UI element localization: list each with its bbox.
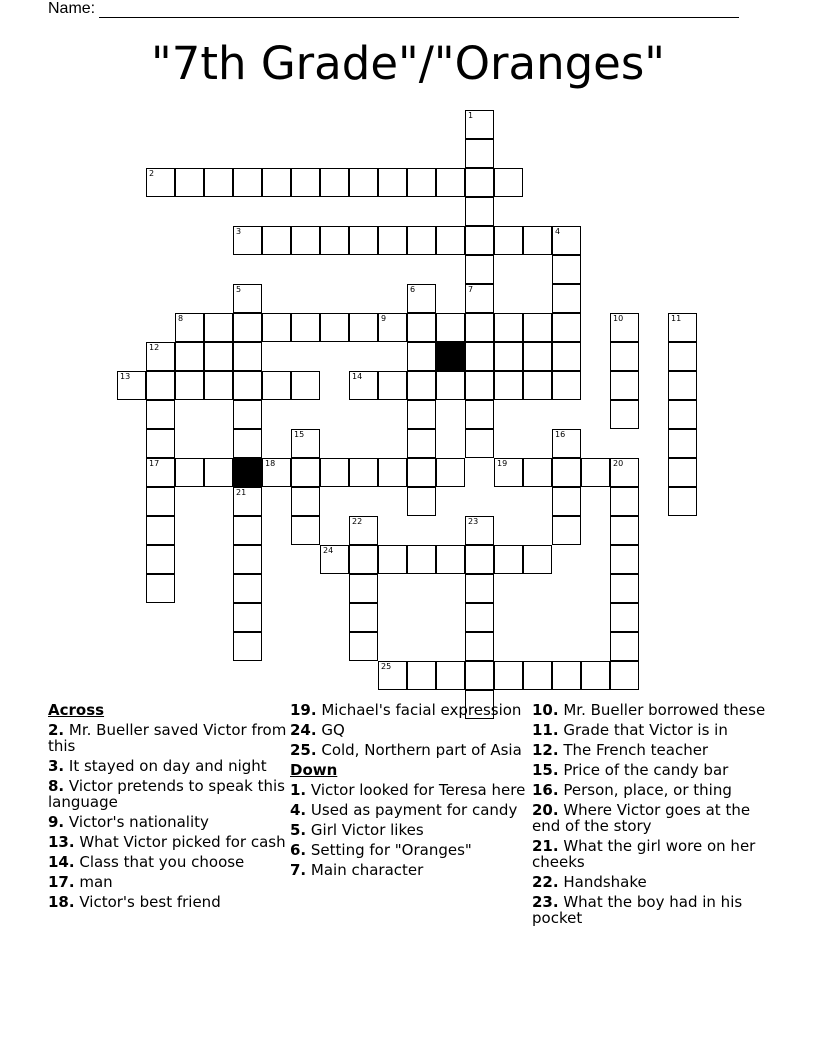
- clue-number: 22.: [532, 873, 559, 891]
- grid-cell[interactable]: [465, 545, 494, 574]
- grid-cell[interactable]: [465, 400, 494, 429]
- clue-number: 7: [468, 285, 474, 294]
- grid-cell[interactable]: [291, 458, 320, 487]
- grid-cell[interactable]: [320, 168, 349, 197]
- clue-number: 23.: [532, 893, 559, 911]
- clue-number: 15.: [532, 761, 559, 779]
- down-clue: [290, 782, 530, 798]
- clue-text: Main character: [306, 861, 424, 879]
- grid-cell[interactable]: [233, 168, 262, 197]
- clue-number: 1.: [290, 781, 307, 799]
- across-clue: [48, 874, 288, 890]
- grid-cell[interactable]: [465, 168, 494, 197]
- clue-number: 10.: [532, 701, 559, 719]
- grid-cell[interactable]: [407, 168, 436, 197]
- grid-cell[interactable]: [668, 400, 697, 429]
- grid-cell[interactable]: [523, 226, 552, 255]
- grid-cell[interactable]: [291, 371, 320, 400]
- grid-cell[interactable]: [204, 168, 233, 197]
- clue-number: 7.: [290, 861, 307, 879]
- grid-cell[interactable]: [436, 661, 465, 690]
- clue-number: 9: [381, 314, 387, 323]
- grid-cell[interactable]: [668, 458, 697, 487]
- grid-cell[interactable]: [175, 168, 204, 197]
- grid-cell[interactable]: [523, 342, 552, 371]
- grid-cell[interactable]: [552, 371, 581, 400]
- grid-cell[interactable]: [146, 429, 175, 458]
- grid-cell[interactable]: [146, 574, 175, 603]
- grid-cell[interactable]: [291, 516, 320, 545]
- grid-cell[interactable]: [668, 487, 697, 516]
- down-clue: [532, 894, 772, 926]
- grid-cell[interactable]: [523, 661, 552, 690]
- clue-text: man: [74, 873, 113, 891]
- grid-cell[interactable]: [465, 603, 494, 632]
- grid-cell[interactable]: [523, 371, 552, 400]
- grid-cell-3[interactable]: [233, 226, 262, 255]
- grid-cell[interactable]: [349, 545, 378, 574]
- black-square: [233, 458, 262, 487]
- grid-cell[interactable]: [465, 139, 494, 168]
- grid-cell[interactable]: [436, 458, 465, 487]
- grid-cell[interactable]: [465, 313, 494, 342]
- grid-cell[interactable]: [668, 371, 697, 400]
- puzzle-title: "7th Grade"/"Oranges": [151, 37, 665, 90]
- grid-cell[interactable]: [146, 487, 175, 516]
- down-clue-list-1: [290, 782, 530, 878]
- grid-cell[interactable]: [320, 458, 349, 487]
- grid-cell[interactable]: [610, 574, 639, 603]
- clue-text: Victor's best friend: [74, 893, 221, 911]
- grid-cell[interactable]: [233, 400, 262, 429]
- clue-text: Cold, Northern part of Asia: [316, 741, 522, 759]
- down-clue: [532, 782, 772, 798]
- grid-cell[interactable]: [407, 226, 436, 255]
- grid-cell[interactable]: [552, 342, 581, 371]
- grid-cell-23[interactable]: [465, 516, 494, 545]
- grid-cell-13[interactable]: [117, 371, 146, 400]
- clue-text: What the boy had in his pocket: [532, 893, 743, 927]
- grid-cell[interactable]: [378, 458, 407, 487]
- grid-cell-4[interactable]: [552, 226, 581, 255]
- grid-cell[interactable]: [552, 284, 581, 313]
- down-clue: [290, 862, 530, 878]
- grid-cell-21[interactable]: [233, 487, 262, 516]
- clue-number: 24.: [290, 721, 317, 739]
- clues-column-1: [48, 702, 288, 914]
- clue-number: 19.: [290, 701, 317, 719]
- clue-number: 21.: [532, 837, 559, 855]
- across-clue: [48, 854, 288, 870]
- grid-cell-7[interactable]: [465, 284, 494, 313]
- grid-cell[interactable]: [378, 545, 407, 574]
- clues-column-2: [290, 702, 530, 882]
- grid-cell[interactable]: [233, 603, 262, 632]
- clue-number: 25.: [290, 741, 317, 759]
- grid-cell[interactable]: [552, 458, 581, 487]
- clue-number: 3: [236, 227, 242, 236]
- down-clue: [532, 742, 772, 758]
- grid-cell[interactable]: [552, 255, 581, 284]
- grid-cell[interactable]: [436, 313, 465, 342]
- clue-text: Victor pretends to speak this language: [48, 777, 285, 811]
- grid-cell[interactable]: [610, 545, 639, 574]
- grid-cell-10[interactable]: [610, 313, 639, 342]
- grid-cell[interactable]: [581, 458, 610, 487]
- grid-cell[interactable]: [668, 342, 697, 371]
- grid-cell[interactable]: [233, 545, 262, 574]
- grid-cell[interactable]: [378, 226, 407, 255]
- clue-number: 3.: [48, 757, 65, 775]
- grid-cell[interactable]: [175, 342, 204, 371]
- grid-cell[interactable]: [523, 313, 552, 342]
- grid-cell[interactable]: [291, 226, 320, 255]
- clue-number: 14.: [48, 853, 75, 871]
- clue-number: 20.: [532, 801, 559, 819]
- down-clue: [532, 838, 772, 870]
- clue-number: 21: [236, 488, 247, 497]
- clue-number: 22: [352, 517, 363, 526]
- grid-cell[interactable]: [146, 371, 175, 400]
- grid-cell-12[interactable]: [146, 342, 175, 371]
- grid-cell[interactable]: [581, 661, 610, 690]
- grid-cell-20[interactable]: [610, 458, 639, 487]
- grid-cell[interactable]: [494, 226, 523, 255]
- grid-cell[interactable]: [233, 313, 262, 342]
- black-square: [436, 342, 465, 371]
- grid-cell-22[interactable]: [349, 516, 378, 545]
- clue-text: GQ: [316, 721, 345, 739]
- grid-cell[interactable]: [320, 313, 349, 342]
- grid-cell[interactable]: [378, 168, 407, 197]
- clue-number: 13: [120, 372, 131, 381]
- clue-number: 25: [381, 662, 392, 671]
- grid-cell[interactable]: [610, 603, 639, 632]
- clue-number: 6.: [290, 841, 307, 859]
- grid-cell-8[interactable]: [175, 313, 204, 342]
- grid-cell[interactable]: [407, 342, 436, 371]
- grid-cell-24[interactable]: [320, 545, 349, 574]
- grid-cell[interactable]: [494, 661, 523, 690]
- across-clue: [290, 702, 530, 718]
- grid-cell-2[interactable]: [146, 168, 175, 197]
- clue-number: 5: [236, 285, 242, 294]
- across-heading: Across: [48, 701, 105, 719]
- grid-cell[interactable]: [610, 371, 639, 400]
- grid-cell[interactable]: [610, 400, 639, 429]
- clue-number: 19: [497, 459, 508, 468]
- grid-cell[interactable]: [233, 632, 262, 661]
- grid-cell[interactable]: [407, 661, 436, 690]
- clue-number: 17.: [48, 873, 75, 891]
- grid-cell[interactable]: [465, 371, 494, 400]
- grid-cell[interactable]: [523, 458, 552, 487]
- grid-cell[interactable]: [610, 661, 639, 690]
- across-clue: [290, 722, 530, 738]
- grid-cell[interactable]: [552, 313, 581, 342]
- down-heading: Down: [290, 761, 338, 779]
- clue-number: 16.: [532, 781, 559, 799]
- grid-cell[interactable]: [233, 574, 262, 603]
- grid-cell[interactable]: [407, 313, 436, 342]
- grid-cell[interactable]: [494, 342, 523, 371]
- grid-cell-15[interactable]: [291, 429, 320, 458]
- grid-cell[interactable]: [465, 632, 494, 661]
- grid-cell[interactable]: [233, 429, 262, 458]
- clue-text: Victor's nationality: [64, 813, 209, 831]
- grid-cell[interactable]: [175, 458, 204, 487]
- grid-cell-17[interactable]: [146, 458, 175, 487]
- clue-number: 12.: [532, 741, 559, 759]
- grid-cell[interactable]: [494, 371, 523, 400]
- down-clue: [532, 762, 772, 778]
- grid-cell[interactable]: [262, 168, 291, 197]
- grid-cell[interactable]: [146, 545, 175, 574]
- clue-text: Grade that Victor is in: [558, 721, 728, 739]
- clue-number: 8.: [48, 777, 65, 795]
- clue-number: 5.: [290, 821, 307, 839]
- grid-cell[interactable]: [494, 545, 523, 574]
- grid-cell[interactable]: [436, 168, 465, 197]
- grid-cell[interactable]: [407, 400, 436, 429]
- clue-number: 23: [468, 517, 479, 526]
- grid-cell-5[interactable]: [233, 284, 262, 313]
- grid-cell[interactable]: [349, 313, 378, 342]
- grid-cell[interactable]: [349, 603, 378, 632]
- grid-cell-11[interactable]: [668, 313, 697, 342]
- grid-cell[interactable]: [233, 342, 262, 371]
- grid-cell[interactable]: [407, 458, 436, 487]
- down-clue: [290, 822, 530, 838]
- grid-cell[interactable]: [610, 516, 639, 545]
- across-clue: [48, 834, 288, 850]
- grid-cell[interactable]: [407, 545, 436, 574]
- name-label: Name:: [48, 0, 96, 17]
- grid-cell[interactable]: [552, 487, 581, 516]
- grid-cell[interactable]: [494, 313, 523, 342]
- grid-cell[interactable]: [465, 342, 494, 371]
- clue-number: 17: [149, 459, 160, 468]
- grid-cell[interactable]: [204, 458, 233, 487]
- grid-cell[interactable]: [610, 342, 639, 371]
- clue-number: 1: [468, 111, 474, 120]
- down-clue: [532, 722, 772, 738]
- clue-number: 8: [178, 314, 184, 323]
- clue-number: 24: [323, 546, 334, 555]
- grid-cell[interactable]: [262, 226, 291, 255]
- grid-cell[interactable]: [146, 400, 175, 429]
- clue-number: 12: [149, 343, 160, 352]
- down-clue-list-2: [532, 702, 772, 926]
- grid-cell[interactable]: [233, 371, 262, 400]
- clue-number: 14: [352, 372, 363, 381]
- grid-cell[interactable]: [291, 313, 320, 342]
- clue-number: 6: [410, 285, 416, 294]
- grid-cell[interactable]: [204, 342, 233, 371]
- grid-cell[interactable]: [204, 371, 233, 400]
- clue-number: 16: [555, 430, 566, 439]
- clue-number: 2: [149, 169, 155, 178]
- clue-number: 11: [671, 314, 682, 323]
- down-clue: [290, 802, 530, 818]
- grid-cell[interactable]: [262, 371, 291, 400]
- clue-text: Setting for "Oranges": [306, 841, 472, 859]
- grid-cell-16[interactable]: [552, 429, 581, 458]
- across-clue: [48, 814, 288, 830]
- across-clue: [48, 778, 288, 810]
- across-clue-list-2: [290, 702, 530, 758]
- grid-cell[interactable]: [610, 487, 639, 516]
- clue-number: 18.: [48, 893, 75, 911]
- across-clue-list-1: [48, 722, 288, 910]
- clue-text: What the girl wore on her cheeks: [532, 837, 756, 871]
- clue-number: 4: [555, 227, 561, 236]
- clue-text: Person, place, or thing: [558, 781, 732, 799]
- clue-text: Victor looked for Teresa here: [306, 781, 526, 799]
- down-clue: [290, 842, 530, 858]
- grid-cell[interactable]: [204, 313, 233, 342]
- grid-cell[interactable]: [349, 632, 378, 661]
- grid-cell[interactable]: [465, 255, 494, 284]
- across-clue: [48, 894, 288, 910]
- grid-cell-6[interactable]: [407, 284, 436, 313]
- grid-cell[interactable]: [465, 429, 494, 458]
- grid-cell[interactable]: [291, 168, 320, 197]
- across-clue: [290, 742, 530, 758]
- grid-cell[interactable]: [146, 516, 175, 545]
- clue-text: It stayed on day and night: [64, 757, 267, 775]
- grid-cell[interactable]: [349, 574, 378, 603]
- grid-cell-1[interactable]: [465, 110, 494, 139]
- clue-number: 10: [613, 314, 624, 323]
- grid-cell[interactable]: [436, 226, 465, 255]
- grid-cell[interactable]: [262, 313, 291, 342]
- grid-cell[interactable]: [465, 574, 494, 603]
- grid-cell[interactable]: [291, 487, 320, 516]
- grid-cell[interactable]: [175, 371, 204, 400]
- grid-cell-18[interactable]: [262, 458, 291, 487]
- clue-number: 13.: [48, 833, 75, 851]
- grid-cell[interactable]: [320, 226, 349, 255]
- clue-number: 18: [265, 459, 276, 468]
- across-clue: [48, 758, 288, 774]
- clue-number: 9.: [48, 813, 65, 831]
- grid-cell[interactable]: [407, 429, 436, 458]
- clue-number: 4.: [290, 801, 307, 819]
- clue-text: Where Victor goes at the end of the story: [532, 801, 751, 835]
- clue-text: Used as payment for candy: [306, 801, 518, 819]
- clue-text: What Victor picked for cash: [74, 833, 286, 851]
- grid-cell[interactable]: [407, 487, 436, 516]
- down-clue: [532, 802, 772, 834]
- grid-cell[interactable]: [349, 226, 378, 255]
- grid-cell[interactable]: [552, 661, 581, 690]
- clue-text: Mr. Bueller saved Victor from this: [48, 721, 287, 755]
- clue-text: Class that you choose: [74, 853, 245, 871]
- grid-cell[interactable]: [494, 168, 523, 197]
- clue-number: 15: [294, 430, 305, 439]
- clue-text: Mr. Bueller borrowed these: [558, 701, 766, 719]
- clue-number: 20: [613, 459, 624, 468]
- grid-cell[interactable]: [465, 197, 494, 226]
- clues-column-3: [532, 702, 772, 930]
- grid-cell[interactable]: [407, 371, 436, 400]
- down-clue: [532, 702, 772, 718]
- across-clue: [48, 722, 288, 754]
- grid-cell-25[interactable]: [378, 661, 407, 690]
- clue-text: Michael's facial expression: [316, 701, 522, 719]
- grid-cell[interactable]: [552, 516, 581, 545]
- clue-text: Girl Victor likes: [306, 821, 424, 839]
- grid-cell[interactable]: [378, 371, 407, 400]
- down-clue: [532, 874, 772, 890]
- clue-text: Handshake: [558, 873, 647, 891]
- grid-cell[interactable]: [610, 632, 639, 661]
- grid-cell[interactable]: [436, 545, 465, 574]
- grid-cell-9[interactable]: [378, 313, 407, 342]
- clue-number: 11.: [532, 721, 559, 739]
- clue-number: 2.: [48, 721, 65, 739]
- grid-cell[interactable]: [465, 226, 494, 255]
- grid-cell[interactable]: [436, 371, 465, 400]
- grid-cell[interactable]: [523, 545, 552, 574]
- grid-cell[interactable]: [349, 458, 378, 487]
- grid-cell[interactable]: [668, 429, 697, 458]
- grid-cell[interactable]: [349, 168, 378, 197]
- clue-text: The French teacher: [558, 741, 709, 759]
- grid-cell[interactable]: [465, 661, 494, 690]
- clue-text: Price of the candy bar: [558, 761, 729, 779]
- grid-cell-19[interactable]: [494, 458, 523, 487]
- grid-cell-14[interactable]: [349, 371, 378, 400]
- grid-cell[interactable]: [233, 516, 262, 545]
